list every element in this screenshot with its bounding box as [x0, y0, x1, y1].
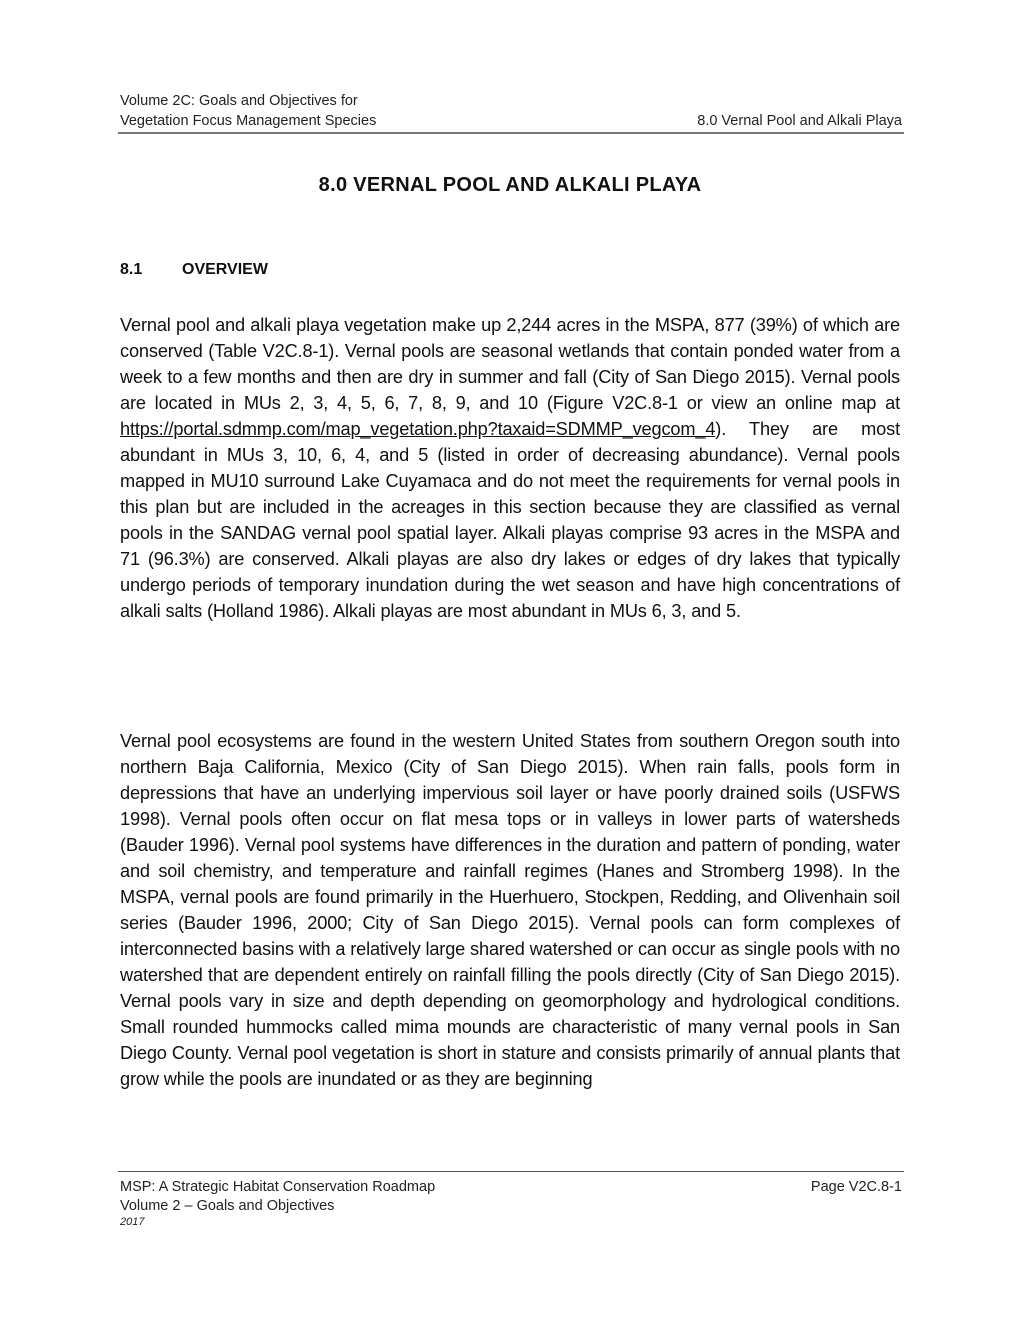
footer-row: [120, 1178, 902, 1197]
overview-paragraph-1: [120, 312, 900, 624]
section-number: 8.1: [120, 261, 143, 278]
header-subtitle: Vegetation Focus Management Species: [120, 113, 377, 129]
page-number: Page V2C.8-1: [810, 1179, 902, 1195]
footer-document-title: MSP: A Strategic Habitat Conservation Roadmap: [120, 1179, 436, 1195]
footer-volume: Volume 2 – Goals and Objectives: [120, 1198, 335, 1214]
page-footer: [120, 1178, 902, 1229]
header-volume-line: Volume 2C: Goals and Objectives for: [120, 93, 358, 109]
overview-paragraph-2: Vernal pool ecosystems are found in the western United States from southern Oregon south into northern Baja California, Mexico (City of San Diego 2015). When rain falls, pools form in depressions that have an underlying impervious soil layer or have poorly drained soils (USFWS 1998). Vernal pools often occur on flat mesa tops or in valleys in lower parts of watersheds (Bauder 1996). Vernal pool systems have differences in the duration and pattern of ponding, water and soil chemistry, and temperature and rainfall regimes (Hanes and Stromberg 1998). In the MSPA, vernal pools are found primarily in the Huerhuero, Stockpen, Redding, and Olivenhain soil series (Bauder 1996, 2000; City of San Diego 2015). Vernal pools can form complexes of interconnected basins with a relatively large shared watershed or can occur as single pools with no watershed that are dependent entirely on rainfall filling the pools directly (City of San Diego 2015). Vernal pools vary in size and depth depending on geomorphology and hydrological conditions. Small rounded hummocks called mima mounds are characteristic of many vernal pools in San Diego County. Vernal pool vegetation is short in stature and consists primarily of annual plants that grow while the pools are inundated or as they are beginning: [120, 731, 900, 1089]
header-row: [120, 111, 902, 131]
section-title: OVERVIEW: [182, 261, 268, 278]
header-divider: [118, 132, 904, 134]
header-section-label: 8.0 Vernal Pool and Alkali Playa: [697, 113, 902, 129]
section-heading: [120, 261, 268, 279]
online-map-link[interactable]: https://portal.sdmmp.com/map_vegetation.php?taxaid=SDMMP_vegcom_4: [120, 419, 716, 439]
paragraph-text: Vernal pool and alkali playa vegetation make up 2,244 acres in the MSPA, 877 (39%) of which are conserved (Table V2C.8-1). Vernal pools are seasonal wetlands that contain ponded water from a week to a few months and then are dry in summer and fall (City of San Diego 2015). Vernal pools are located in MUs 2, 3, 4, 5, 6, 7, 8, 9, and 10 (Figure V2C.8-1 or view an online map at: [120, 315, 900, 413]
chapter-title: 8.0 VERNAL POOL AND ALKALI PLAYA: [318, 174, 702, 196]
paragraph-text: ). They are most abundant in MUs 3, 10, 6, 4, and 5 (listed in order of decreasing abundance). Vernal pools mapped in MU10 surround Lake Cuyamaca and do not meet the requirements for vernal pools in this plan but are included in the acreages in this section because they are classified as vernal pools in the SANDAG vernal pool spatial layer. Alkali playas comprise 93 acres in the MSPA and 71 (96.3%) are conserved. Alkali playas are also dry lakes or edges of dry lakes that typically undergo periods of temporary inundation during the wet season and have high concentrations of alkali salts (Holland 1986). Alkali playas are most abundant in MUs 6, 3, and 5.: [120, 419, 900, 621]
footer-divider: [118, 1171, 904, 1172]
footer-year: 2017: [120, 1216, 145, 1228]
page-header: [120, 91, 902, 131]
